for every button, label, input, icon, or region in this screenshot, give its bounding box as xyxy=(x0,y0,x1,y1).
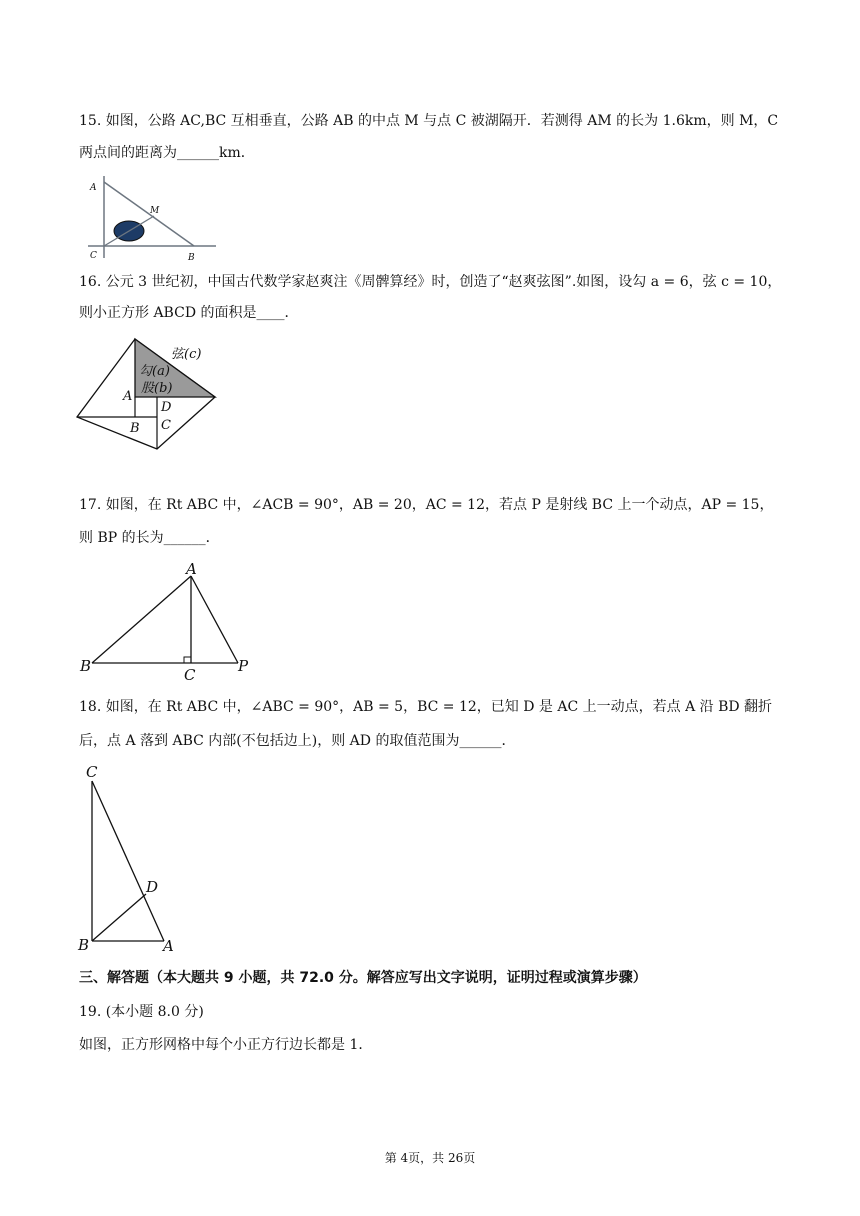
q15-label-B: B xyxy=(188,253,195,263)
q16-text-line2: 则小正方形 ABCD 的面积是____． xyxy=(79,305,299,321)
q19-text: 如图，正方形网格中每个小正方行边长都是 1． xyxy=(79,1037,373,1053)
q16-label-C: C xyxy=(161,418,171,433)
q16-label-xian: 弦(c) xyxy=(171,347,202,362)
q15-figure xyxy=(84,176,219,264)
q16-text-line1: 16. 公元 3 世纪初，中国古代数学家赵爽注《周髀算经》时，创造了“赵爽弦图”.如图，设勾 a = 6，弦 c = 10， xyxy=(79,274,782,290)
q18-label-C: C xyxy=(86,763,98,781)
q18-text-line1: 18. 如图，在 Rt ABC 中，∠ABC = 90°，AB = 5，BC = 12，已知 D 是 AC 上一动点，若点 A 沿 BD 翻折 xyxy=(79,699,773,715)
q17-label-P: P xyxy=(238,657,249,675)
page-footer: 第 4页，共 26页 xyxy=(384,1151,476,1165)
q18-figure xyxy=(76,762,186,956)
q16-label-D: D xyxy=(161,400,172,415)
q18-label-A: A xyxy=(163,937,174,955)
q17-label-A: A xyxy=(186,560,197,578)
q18-label-D: D xyxy=(146,878,159,896)
q15-label-M: M xyxy=(150,206,160,216)
q15-label-A: A xyxy=(90,183,97,193)
q16-label-gu: 股(b) xyxy=(141,381,173,396)
q16-label-A: A xyxy=(123,389,133,404)
q17-text-line2: 则 BP 的长为______． xyxy=(79,530,220,546)
q16-label-gou: 勾(a) xyxy=(139,364,170,379)
q18-label-B: B xyxy=(78,936,90,954)
q17-label-C: C xyxy=(184,666,196,684)
q17-figure xyxy=(78,558,258,682)
q16-figure xyxy=(75,337,220,453)
q18-text-line2: 后，点 A 落到 ABC 内部(不包括边上)，则 AD 的取值范围为______． xyxy=(79,733,516,749)
q17-text-line1: 17. 如图，在 Rt ABC 中，∠ACB = 90°，AB = 20，AC = 12，若点 P 是射线 BC 上一个动点，AP = 15， xyxy=(79,497,774,513)
q15-text-line2: 两点间的距离为______km． xyxy=(79,145,255,161)
q19-header: 19. (本小题 8.0 分) xyxy=(79,1004,204,1020)
section-3-heading: 三、解答题（本大题共 9 小题，共 72.0 分。解答应写出文字说明，证明过程或演算步骤） xyxy=(79,970,647,986)
q15-text-line1: 15. 如图，公路 AC,BC 互相垂直，公路 AB 的中点 M 与点 C 被湖隔开．若测得 AM 的长为 1.6km，则 M，C xyxy=(79,113,779,129)
q16-label-B: B xyxy=(130,421,140,436)
q17-label-B: B xyxy=(80,657,92,675)
q15-label-C: C xyxy=(90,251,97,261)
